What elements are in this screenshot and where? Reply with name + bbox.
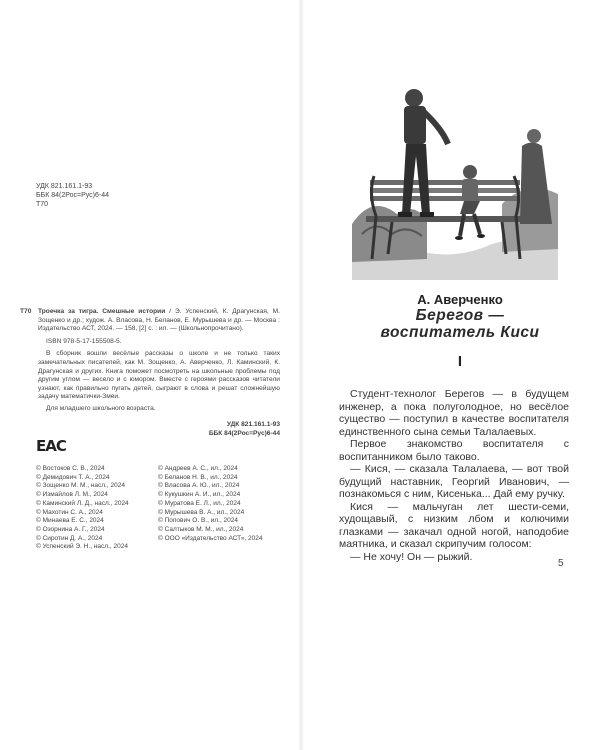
copyright-line: © Успенский Э. Н., насл., 2024 [36, 543, 128, 551]
paragraph: Кися — мальчуган лет шести-семи, худощавый, с низким лбом и колючими глазками — закачал одной ногой, наподобие маятника, и сказал скрипучим голосом: [339, 500, 569, 550]
copyright-line: © Озорнина А. Г., 2024 [36, 525, 105, 533]
copyright-line: © Зощенко М. М., насл., 2024 [36, 482, 125, 490]
copyright-line: © Беланов Н. В., ил., 2024 [158, 473, 238, 481]
catalog-codes [20, 420, 280, 438]
book-gutter [298, 0, 304, 750]
catalog-author-mark: Т70 [20, 308, 32, 315]
copyright-line: © Измайлов Л. М., 2024 [36, 491, 108, 499]
copyright-list-authors [36, 465, 129, 552]
chapter-number: I [457, 353, 463, 370]
annotation: В сборник вошли весёлые рассказы о школе и не только таких замечательных писателей, как М. Зощенко, А. Аверченко, Л. Каминский, К. Драгунская и других. Книга поможет посмотреть на школьные проблемы под другим углом — весело и с юмором. Вместе с героями рассказов читатели узнают, как правильно пугать детей, сыграют в слова и решат сложнейшую задачу математички-Змеи. [38, 350, 280, 401]
catalog-entry-text: / Э. Успенский, К. Драгунская, М. Зощенко и др.; худож. А. Власова, Н. Беланов, Е. Мурышева и др. — Москва : Издательство АСТ, 2024. — 158, [2] с. : ил. — (Школьнопрочитано). [38, 308, 280, 333]
copyright-line: © Востоков С. В., 2024 [36, 465, 105, 472]
story-author: А. Аверченко [417, 292, 503, 307]
copyright-line: © Андреев А. С., ил., 2024 [158, 465, 238, 472]
catalog-entry [20, 308, 280, 438]
copyright-line: © Власова А. Ю., ил., 2024 [158, 482, 240, 490]
catalog-bbk: ББК 84(2Рос=Рус)6-44 [208, 429, 280, 437]
copyright-line: © ООО «Издательство АСТ», 2024 [158, 534, 263, 542]
story-title-line: воспитатель Киси [380, 324, 540, 341]
eac-mark-logo: ЕАС [36, 437, 66, 455]
copyright-line: © Сиротин Д. А., 2024 [36, 534, 103, 542]
isbn: ISBN 978-5-17-155508-5. [46, 337, 122, 345]
story-title-line: Берегов — [415, 307, 505, 324]
copyright-line: © Махотин С. А., 2024 [36, 508, 103, 516]
copyright-line: © Кукушкин А. И., ил., 2024 [158, 491, 241, 499]
copyright-line: © Муратова Е. Л., ил., 2024 [158, 499, 241, 507]
author-mark: Т70 [36, 201, 49, 208]
story-body [339, 388, 569, 563]
copyright-list-illustrators [158, 465, 263, 543]
udc-code: УДК 821.161.1-93 [36, 183, 93, 190]
bbk-code: ББК 84(2Рос=Рус)6-44 [36, 192, 109, 199]
copyright-line: © Каминский Л. Д., насл., 2024 [36, 499, 129, 507]
bench-illustration [352, 84, 558, 280]
paragraph: Первое знакомство воспитателя с воспитанником было таково. [339, 438, 569, 463]
catalog-book-title: Троечка за тигра. Смешные истории [38, 308, 166, 315]
paragraph: — Не хочу! Он — рыжий. [350, 550, 473, 563]
copyright-line: © Демидович Т. А., 2024 [36, 473, 110, 481]
bibliographic-codes [36, 182, 109, 209]
story-title [320, 307, 600, 341]
copyright-line: © Попович О. В., ил., 2024 [158, 517, 239, 525]
audience-note: Для младшего школьного возраста. [46, 404, 156, 412]
copyright-line: © Салтыков М. М., ил., 2024 [158, 525, 244, 533]
catalog-udc: УДК 821.161.1-93 [226, 420, 280, 428]
catalog-description [38, 308, 280, 334]
copyright-line: © Мурышева В. А., ил., 2024 [158, 508, 245, 516]
copyright-line: © Минаева Е. С., 2024 [36, 517, 104, 525]
paragraph: — Кися, — сказала Талалаева, — вот твой будущий наставник, Георгий Иванович, — познакомься с ним, Кисенька... Дай ему ручку. [339, 463, 569, 500]
page-number: 5 [558, 558, 564, 569]
paragraph: Студент-технолог Берегов — в будущем инженер, а пока полуголодное, но весёлое существо — поступил в качестве воспитателя единственного сына семьи Талалаевых. [339, 388, 569, 438]
